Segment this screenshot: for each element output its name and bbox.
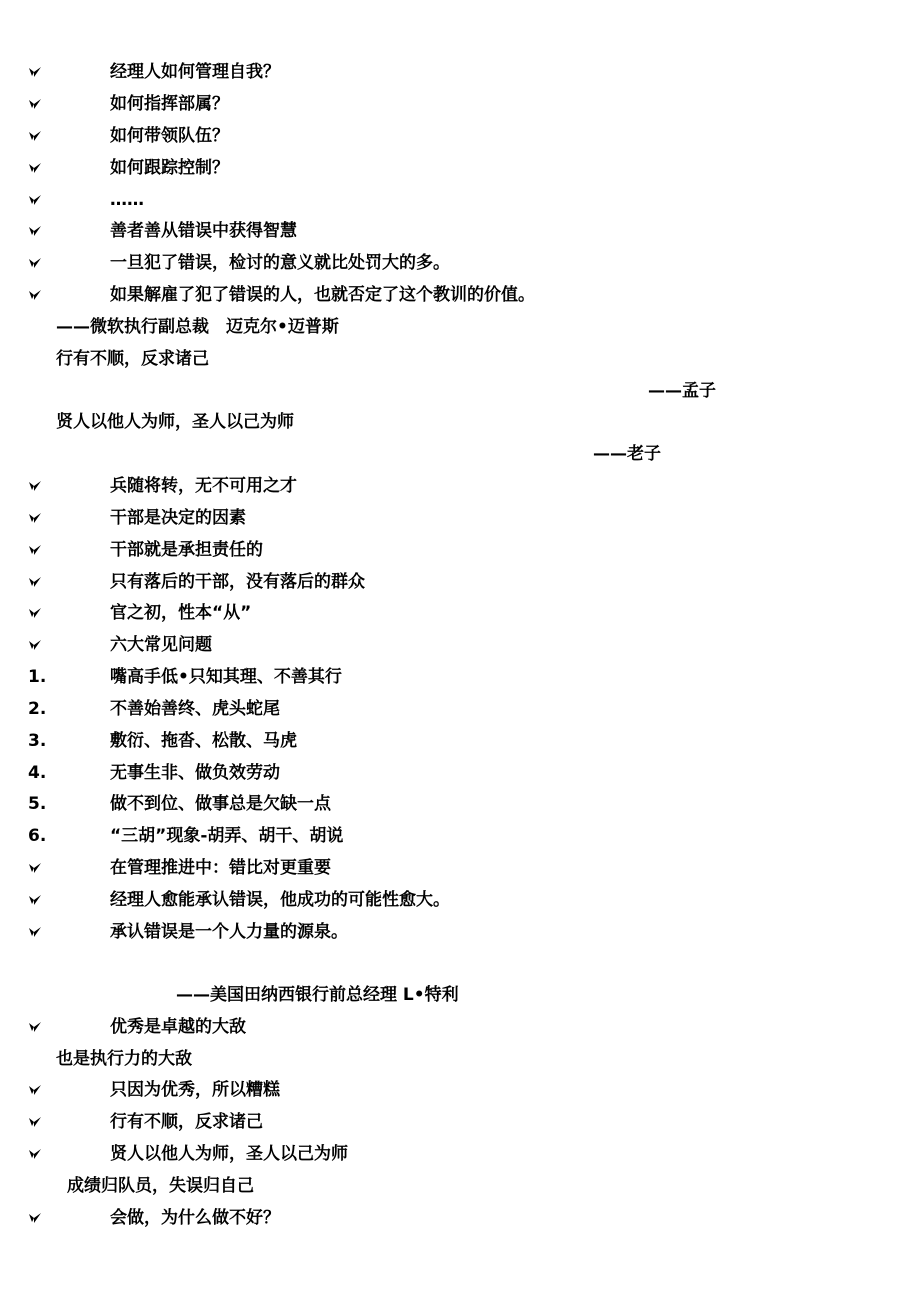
attribution-line xyxy=(0,379,920,403)
attribution-line xyxy=(0,442,920,466)
item-number: 2. xyxy=(28,699,47,719)
bullet-text: 贤人以他人为师，圣人以己为师 xyxy=(110,1144,348,1164)
bullet-item xyxy=(0,1015,920,1039)
check-arrow-icon xyxy=(28,633,48,657)
quote-line xyxy=(0,347,920,371)
numbered-item xyxy=(0,729,920,753)
attribution-line xyxy=(0,983,920,1007)
bullet-item xyxy=(0,920,920,944)
bullet-item xyxy=(0,92,920,116)
bullet-text: 如何跟踪控制？ xyxy=(110,158,229,178)
check-arrow-icon xyxy=(28,474,48,498)
attribution-text: ——孟子 xyxy=(648,381,716,401)
quote-line xyxy=(0,410,920,434)
numbered-item xyxy=(0,824,920,848)
item-number: 3. xyxy=(28,731,47,751)
check-arrow-icon xyxy=(28,156,48,180)
check-arrow-icon xyxy=(28,283,48,307)
check-arrow-icon xyxy=(28,124,48,148)
bullet-text: 行有不顺，反求诸己 xyxy=(110,1112,263,1132)
check-arrow-icon xyxy=(28,188,48,212)
bullet-item xyxy=(0,1206,920,1230)
bullet-item xyxy=(0,601,920,625)
bullet-item xyxy=(0,156,920,180)
numbered-item xyxy=(0,697,920,721)
bullet-item xyxy=(0,633,920,657)
check-arrow-icon xyxy=(28,601,48,625)
numbered-text: 嘴高手低•只知其理、不善其行 xyxy=(110,667,342,687)
bullet-text: 在管理推进中：错比对更重要 xyxy=(110,858,331,878)
bullet-item xyxy=(0,188,920,212)
bullet-text: 经理人愈能承认错误，他成功的可能性愈大。 xyxy=(110,890,450,910)
bullet-item xyxy=(0,1110,920,1134)
item-number: 1. xyxy=(28,667,47,687)
numbered-text: 无事生非、做负效劳动 xyxy=(110,763,280,783)
bullet-text: 善者善从错误中获得智慧 xyxy=(110,221,297,241)
check-arrow-icon xyxy=(28,506,48,530)
attribution-text: ——老子 xyxy=(593,444,661,464)
item-number: 6. xyxy=(28,826,47,846)
numbered-text: 敷衍、拖沓、松散、马虎 xyxy=(110,731,297,751)
bullet-text: 六大常见问题 xyxy=(110,635,212,655)
bullet-item xyxy=(0,219,920,243)
bullet-text: …… xyxy=(110,190,144,210)
bullet-item xyxy=(0,570,920,594)
bullet-text: 会做，为什么做不好？ xyxy=(110,1208,280,1228)
bullet-item xyxy=(0,1142,920,1166)
check-arrow-icon xyxy=(28,251,48,275)
numbered-item xyxy=(0,665,920,689)
numbered-item xyxy=(0,792,920,816)
bullet-item xyxy=(0,888,920,912)
bullet-item xyxy=(0,251,920,275)
bullet-text: 如何带领队伍？ xyxy=(110,126,229,146)
quote-text: 行有不顺，反求诸己 xyxy=(56,349,209,369)
bullet-item xyxy=(0,856,920,880)
bullet-text: 如果解雇了犯了错误的人，也就否定了这个教训的价值。 xyxy=(110,285,535,305)
check-arrow-icon xyxy=(28,888,48,912)
bullet-text: 优秀是卓越的大敌 xyxy=(110,1017,246,1037)
check-arrow-icon xyxy=(28,1110,48,1134)
item-number: 5. xyxy=(28,794,47,814)
bullet-item xyxy=(0,124,920,148)
check-arrow-icon xyxy=(28,1206,48,1230)
attribution-text: ——美国田纳西银行前总经理 L•特利 xyxy=(176,985,459,1005)
check-arrow-icon xyxy=(28,570,48,594)
check-arrow-icon xyxy=(28,1078,48,1102)
bullet-text: 承认错误是一个人力量的源泉。 xyxy=(110,922,348,942)
plain-line xyxy=(0,1174,920,1198)
check-arrow-icon xyxy=(28,1142,48,1166)
check-arrow-icon xyxy=(28,538,48,562)
check-arrow-icon xyxy=(28,219,48,243)
bullet-text: 经理人如何管理自我？ xyxy=(110,62,280,82)
plain-text: 也是执行力的大敌 xyxy=(56,1049,192,1069)
bullet-item xyxy=(0,1078,920,1102)
bullet-item xyxy=(0,60,920,84)
bullet-text: 兵随将转，无不可用之才 xyxy=(110,476,297,496)
bullet-text: 干部是决定的因素 xyxy=(110,508,246,528)
bullet-text: 只因为优秀，所以糟糕 xyxy=(110,1080,280,1100)
bullet-text: 只有落后的干部，没有落后的群众 xyxy=(110,572,365,592)
numbered-text: 不善始善终、虎头蛇尾 xyxy=(110,699,280,719)
bullet-text: 一旦犯了错误，检讨的意义就比处罚大的多。 xyxy=(110,253,450,273)
bullet-text: 官之初，性本“从” xyxy=(110,603,252,623)
bullet-item xyxy=(0,474,920,498)
check-arrow-icon xyxy=(28,920,48,944)
plain-text: 成绩归队员，失误归自己 xyxy=(67,1176,254,1196)
bullet-item xyxy=(0,538,920,562)
bullet-text: 如何指挥部属？ xyxy=(110,94,229,114)
bullet-item xyxy=(0,283,920,307)
quote-text: 贤人以他人为师，圣人以己为师 xyxy=(56,412,294,432)
check-arrow-icon xyxy=(28,1015,48,1039)
attribution-line xyxy=(0,315,920,339)
check-arrow-icon xyxy=(28,92,48,116)
check-arrow-icon xyxy=(28,60,48,84)
check-arrow-icon xyxy=(28,856,48,880)
bullet-text: 干部就是承担责任的 xyxy=(110,540,263,560)
plain-line xyxy=(0,1047,920,1071)
numbered-item xyxy=(0,761,920,785)
numbered-text: “三胡”现象-胡弄、胡干、胡说 xyxy=(110,826,344,846)
item-number: 4. xyxy=(28,763,47,783)
bullet-item xyxy=(0,506,920,530)
numbered-text: 做不到位、做事总是欠缺一点 xyxy=(110,794,331,814)
attribution-text: ——微软执行副总裁 迈克尔•迈普斯 xyxy=(56,317,339,337)
